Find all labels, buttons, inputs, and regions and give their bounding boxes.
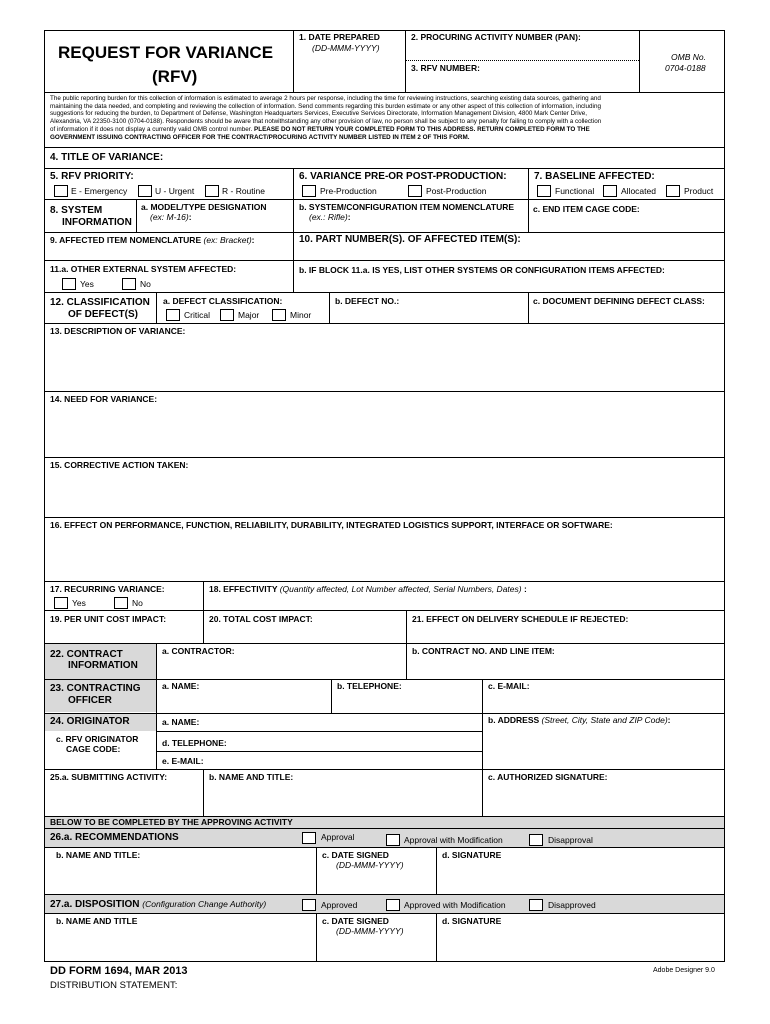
description-textarea[interactable] (48, 338, 721, 390)
need-textarea[interactable] (48, 406, 721, 456)
affected-item-input[interactable] (48, 247, 291, 260)
authorized-signature-label: c. AUTHORIZED SIGNATURE: (488, 772, 608, 782)
recurring-no-checkbox[interactable] (114, 597, 128, 609)
baseline-functional-label: Functional (555, 186, 595, 196)
priority-routine-checkbox[interactable] (205, 185, 219, 197)
divider (405, 30, 406, 92)
delivery-schedule-input[interactable] (409, 627, 721, 642)
recommend-approval-label: Approval (321, 832, 355, 842)
defect-critical-checkbox[interactable] (166, 309, 180, 321)
divider (528, 292, 529, 323)
system-info-label-line1: 8. SYSTEM (50, 205, 103, 216)
divider (293, 232, 294, 260)
co-name-input[interactable] (159, 693, 329, 711)
divider (482, 713, 483, 769)
divider (44, 391, 725, 392)
external-system-yes-checkbox[interactable] (62, 278, 76, 290)
effect-on-performance-label: 16. EFFECT ON PERFORMANCE, FUNCTION, RELIABILITY, DURABILITY, INTEGRATED LOGISTICS SUPPORT, INTERFACE OR SOFTWARE: (50, 520, 613, 530)
pan-input[interactable] (408, 44, 636, 58)
rfv-number-label: 3. RFV NUMBER: (411, 63, 480, 73)
divider (44, 92, 725, 93)
baseline-product-checkbox[interactable] (666, 185, 680, 197)
approval-signature-label: d. SIGNATURE (442, 916, 502, 926)
originator-name-input[interactable] (210, 714, 480, 730)
divider (156, 643, 157, 679)
divider (293, 168, 294, 232)
pan-label: 2. PROCURING ACTIVITY NUMBER (PAN): (411, 32, 581, 42)
designer-note: Adobe Designer 9.0 (653, 967, 715, 974)
recommend-signature-label: d. SIGNATURE (442, 850, 502, 860)
divider (316, 847, 317, 894)
system-nomenclature-input[interactable] (296, 222, 526, 231)
effect-on-performance-textarea[interactable] (48, 532, 721, 580)
omb-number: 0704-0188 (665, 63, 706, 73)
baseline-product-label: Product (684, 186, 714, 196)
recommend-approval-checkbox[interactable] (302, 832, 316, 844)
originator-address-textarea[interactable] (485, 727, 721, 768)
part-numbers-label: 10. PART NUMBER(S). OF AFFECTED ITEM(S): (299, 234, 521, 245)
originator-cage-label-line2: CAGE CODE: (66, 744, 121, 754)
divider (44, 260, 725, 261)
recurring-yes-checkbox[interactable] (54, 597, 68, 609)
divider (44, 517, 725, 518)
recommend-date-hint: (DD-MMM-YYYY) (336, 860, 404, 870)
originator-email-label: e. E-MAIL: (162, 756, 204, 766)
divider (156, 713, 157, 769)
recommendations-label: 26.a. RECOMMENDATIONS (50, 832, 179, 843)
co-name-label: a. NAME: (162, 681, 200, 691)
classification-label-line2: OF DEFECT(S) (68, 309, 138, 320)
disposition-mod-checkbox[interactable] (386, 899, 400, 911)
approval-signature-field[interactable] (439, 928, 721, 960)
divider (436, 847, 437, 894)
unit-cost-input[interactable] (48, 627, 201, 642)
divider (329, 292, 330, 323)
priority-emergency-label: E - Emergency (71, 186, 128, 196)
disposition-label: 27.a. DISPOSITION (Configuration Change Authority) (50, 899, 267, 910)
model-type-label: a. MODEL/TYPE DESIGNATION (141, 202, 267, 212)
baseline-affected-label: 7. BASELINE AFFECTED: (534, 171, 655, 182)
contract-info-label-line2: INFORMATION (68, 660, 138, 671)
description-label: 13. DESCRIPTION OF VARIANCE: (50, 326, 186, 336)
divider (203, 769, 204, 816)
divider (44, 581, 725, 582)
divider (528, 168, 529, 232)
contracting-officer-label-line1: 23. CONTRACTING (50, 683, 141, 694)
defect-class-document-label: c. DOCUMENT DEFINING DEFECT CLASS: (533, 296, 705, 306)
submitting-activity-textarea[interactable] (48, 784, 201, 815)
approval-date-label: c. DATE SIGNED (322, 916, 389, 926)
divider (44, 769, 725, 770)
divider (482, 679, 483, 713)
contractor-input[interactable] (159, 658, 404, 678)
defect-major-checkbox[interactable] (220, 309, 234, 321)
pre-production-label: Pre-Production (320, 186, 377, 196)
form-title-line1: REQUEST FOR VARIANCE (58, 43, 274, 62)
originator-email-input[interactable] (210, 753, 480, 768)
date-prepared-input[interactable] (296, 55, 402, 89)
need-label: 14. NEED FOR VARIANCE: (50, 394, 158, 404)
approval-date-input[interactable] (319, 938, 434, 960)
co-telephone-input[interactable] (334, 693, 480, 711)
disposition-approved-label: Approved (321, 900, 358, 910)
divider (203, 581, 204, 610)
model-type-input[interactable] (139, 222, 291, 231)
originator-cage-input[interactable] (48, 755, 154, 768)
priority-routine-label: R - Routine (222, 186, 265, 196)
date-prepared-label: 1. DATE PREPARED (299, 32, 380, 42)
recommend-disapproval-checkbox[interactable] (529, 834, 543, 846)
disposition-disapproved-checkbox[interactable] (529, 899, 543, 911)
divider (44, 847, 725, 848)
divider (316, 913, 317, 962)
corrective-action-label: 15. CORRECTIVE ACTION TAKEN: (50, 460, 189, 470)
originator-telephone-input[interactable] (240, 734, 480, 750)
divider (405, 60, 639, 61)
contract-no-input[interactable] (409, 658, 721, 678)
priority-emergency-checkbox[interactable] (54, 185, 68, 197)
post-production-label: Post-Production (426, 186, 487, 196)
external-system-yes-label: Yes (80, 279, 94, 289)
baseline-allocated-label: Allocated (621, 186, 656, 196)
unit-cost-label: 19. PER UNIT COST IMPACT: (50, 614, 167, 624)
co-email-label: c. E-MAIL: (488, 681, 530, 691)
originator-telephone-label: d. TELEPHONE: (162, 738, 227, 748)
recurring-no-label: No (132, 598, 143, 608)
approving-heading: BELOW TO BE COMPLETED BY THE APPROVING ACTIVITY (50, 817, 293, 827)
recommend-date-input[interactable] (319, 872, 434, 893)
divider (44, 323, 725, 324)
recommend-signature-field[interactable] (439, 862, 721, 893)
divider (639, 30, 640, 92)
divider (44, 610, 725, 611)
divider (293, 260, 294, 292)
part-numbers-input[interactable] (296, 247, 721, 260)
defect-class-document-input[interactable] (531, 308, 721, 322)
external-system-no-checkbox[interactable] (122, 278, 136, 290)
system-nomenclature-hint: (ex.: Rifle): (309, 212, 351, 222)
external-system-label: 11.a. OTHER EXTERNAL SYSTEM AFFECTED: (50, 264, 237, 274)
system-nomenclature-label: b. SYSTEM/CONFIGURATION ITEM NOMENCLATURE (299, 202, 515, 212)
date-format-hint: (DD-MMM-YYYY) (312, 43, 380, 53)
defect-major-label: Major (238, 310, 260, 320)
approver-name-label: b. NAME AND TITLE (56, 916, 138, 926)
rfv-priority-label: 5. RFV PRIORITY: (50, 171, 134, 182)
title-of-variance-label: 4. TITLE OF VARIANCE: (50, 152, 164, 163)
divider (44, 199, 725, 200)
submitter-name-input[interactable] (206, 784, 480, 815)
corrective-action-textarea[interactable] (48, 472, 721, 516)
delivery-schedule-label: 21. EFFECT ON DELIVERY SCHEDULE IF REJECTED: (412, 614, 629, 624)
baseline-allocated-checkbox[interactable] (603, 185, 617, 197)
disposition-disapproved-label: Disapproved (548, 900, 596, 910)
recommend-mod-checkbox[interactable] (386, 834, 400, 846)
originator-label: 24. ORIGINATOR (50, 716, 130, 727)
divider (156, 292, 157, 323)
divider (156, 731, 482, 732)
defect-number-label: b. DEFECT NO.: (335, 296, 400, 306)
effectivity-label: 18. EFFECTIVITY (Quantity affected, Lot Number affected, Serial Numbers, Dates) : (209, 584, 527, 594)
recommender-name-label: b. NAME AND TITLE: (56, 850, 141, 860)
title-of-variance-input[interactable] (200, 150, 720, 166)
submitting-activity-label: 25.a. SUBMITTING ACTIVITY: (50, 772, 168, 782)
recommend-date-label: c. DATE SIGNED (322, 850, 389, 860)
pre-production-checkbox[interactable] (302, 185, 316, 197)
other-systems-label: b. IF BLOCK 11.a. IS YES, LIST OTHER SYSTEMS OR CONFIGURATION ITEMS AFFECTED: (299, 265, 665, 275)
form-id: DD FORM 1694, MAR 2013 (50, 965, 188, 977)
disposition-approved-checkbox[interactable] (302, 899, 316, 911)
divider (406, 643, 407, 679)
defect-minor-checkbox[interactable] (272, 309, 286, 321)
recurring-variance-label: 17. RECURRING VARIANCE: (50, 584, 165, 594)
divider (156, 679, 157, 713)
divider (482, 769, 483, 816)
co-email-input[interactable] (485, 693, 721, 711)
contract-info-label-line1: 22. CONTRACT (50, 649, 123, 660)
divider (44, 147, 725, 148)
other-systems-input[interactable] (296, 277, 721, 291)
defect-critical-label: Critical (184, 310, 210, 320)
divider (156, 751, 482, 752)
defect-minor-label: Minor (290, 310, 312, 320)
defect-classification-label: a. DEFECT CLASSIFICATION: (163, 296, 283, 306)
form-title-line2: (RFV) (152, 67, 198, 86)
divider (136, 199, 137, 232)
co-telephone-label: b. TELEPHONE: (337, 681, 402, 691)
divider (44, 168, 725, 169)
external-system-no-label: No (140, 279, 151, 289)
divider (203, 610, 204, 643)
end-item-cage-label: c. END ITEM CAGE CODE: (533, 204, 640, 214)
distribution-statement: DISTRIBUTION STATEMENT: (50, 980, 178, 991)
omb-label: OMB No. (671, 52, 706, 62)
recurring-yes-label: Yes (72, 598, 86, 608)
classification-label-line1: 12. CLASSIFICATION (50, 297, 150, 308)
divider (406, 610, 407, 643)
recommend-disapproval-label: Disapproval (548, 835, 593, 845)
divider (44, 292, 725, 293)
divider (44, 913, 725, 914)
effectivity-input[interactable] (206, 596, 721, 609)
contractor-label: a. CONTRACTOR: (162, 646, 235, 656)
end-item-cage-input[interactable] (531, 216, 721, 231)
disposition-mod-label: Approved with Modification (404, 900, 506, 910)
originator-name-label: a. NAME: (162, 717, 200, 727)
divider (331, 679, 332, 713)
recommend-mod-label: Approval with Modification (404, 835, 503, 845)
model-type-hint: (ex: M-16): (150, 212, 192, 222)
contract-no-label: b. CONTRACT NO. AND LINE ITEM: (412, 646, 555, 656)
system-info-label-line2: INFORMATION (62, 217, 132, 228)
recommender-name-input[interactable] (48, 862, 314, 893)
priority-urgent-label: U - Urgent (155, 186, 195, 196)
divider (44, 457, 725, 458)
submitter-name-label: b. NAME AND TITLE: (209, 772, 294, 782)
defect-number-input[interactable] (332, 308, 526, 322)
rfv-number-input[interactable] (408, 75, 636, 89)
total-cost-input[interactable] (206, 627, 404, 642)
divider (436, 913, 437, 962)
originator-cage-label-line1: c. RFV ORIGINATOR (56, 734, 139, 744)
contracting-officer-label-line2: OFFICER (68, 695, 112, 706)
total-cost-label: 20. TOTAL COST IMPACT: (209, 614, 313, 624)
approver-name-input[interactable] (48, 928, 314, 960)
approval-date-hint: (DD-MMM-YYYY) (336, 926, 404, 936)
burden-statement: The public reporting burden for this collection of information is estimated to average 2 hours per response, including the time for reviewing instructions, searching existing data sources, gathering and maintaining the data needed, and completing and reviewing the collection of information. Send comments regarding this burden estimate or any other aspect of this collection of information, including suggestions for reducing the burden, to Department of Defense, Washington Headquarters Services, Executive Services Directorate, Information Management Division, 4800 Mark Center Drive, Alexandria, VA 22350-3100 (0704-0188). Respondents should be aware that notwithstanding any other provision of law, no person shall be subject to any penalty for failing to comply with a collection of information if it does not display a currently valid OMB control number. PLEASE DO NOT RETURN YOUR COMPLETED FORM TO THIS ADDRESS. RETURN COMPLETED FORM TO THE GOVERNMENT ISSUING CONTRACTING OFFICER FOR THE CONTRACT/PROCURING ACTIVITY NUMBER LISTED IN ITEM 2 OF THIS FORM. (50, 95, 602, 141)
divider (293, 30, 294, 92)
divider (44, 232, 725, 233)
pre-post-production-label: 6. VARIANCE PRE-OR POST-PRODUCTION: (299, 171, 507, 182)
priority-urgent-checkbox[interactable] (138, 185, 152, 197)
originator-address-label: b. ADDRESS (Street, City, State and ZIP Code): (488, 715, 671, 725)
affected-item-label: 9. AFFECTED ITEM NOMENCLATURE (ex: Bracket): (50, 235, 255, 245)
post-production-checkbox[interactable] (408, 185, 422, 197)
baseline-functional-checkbox[interactable] (537, 185, 551, 197)
authorized-signature-field[interactable] (485, 784, 721, 815)
